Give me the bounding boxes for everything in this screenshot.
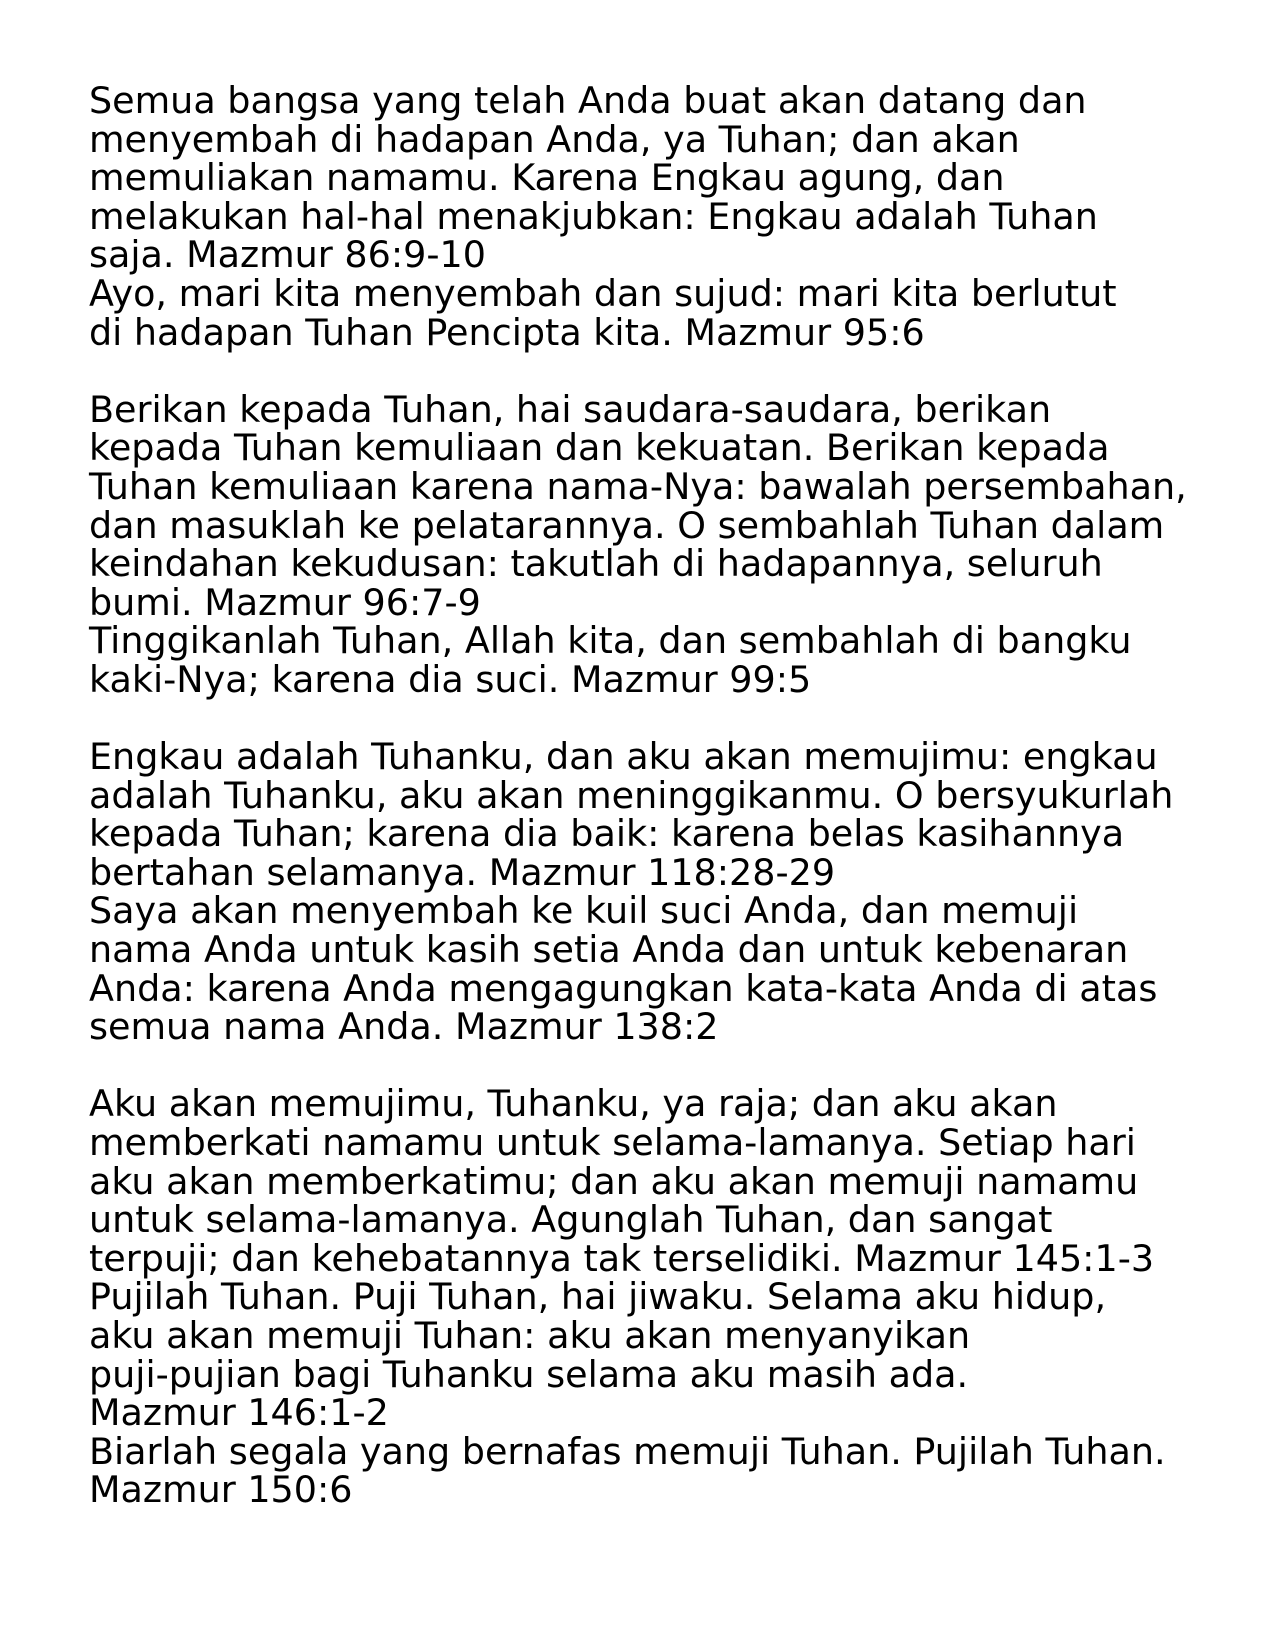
text-line: Ayo, mari kita menyembah dan sujud: mari kita berlutut [89,271,1117,315]
text-line: adalah Tuhanku, aku akan meninggikanmu. O bersyukurlah [89,773,1174,817]
text-line: semua nama Anda. Mazmur 138:2 [89,1005,719,1049]
text-line: Aku akan memujimu, Tuhanku, ya raja; dan aku akan [89,1082,1058,1126]
text-line: Berikan kepada Tuhan, hai saudara-saudara, berikan [89,387,1052,431]
text-line: untuk selama-lamanya. Agunglah Tuhan, dan sangat [89,1198,1053,1242]
text-line: Tinggikanlah Tuhan, Allah kita, dan sembahlah di bangku [89,619,1132,663]
text-line: Biarlah segala yang bernafas memuji Tuhan. Pujilah Tuhan. [89,1429,1166,1473]
text-line: puji-pujian bagi Tuhanku selama aku masih ada. [89,1352,969,1396]
text-line: bumi. Mazmur 96:7-9 [89,580,481,624]
text-line: aku akan memberkatimu; dan aku akan memuji namamu [89,1159,1139,1203]
text-line: kepada Tuhan; karena dia baik: karena belas kasihannya [89,812,1125,856]
text-line: Pujilah Tuhan. Puji Tuhan, hai jiwaku. Selama aku hidup, [89,1275,1107,1319]
blank-line [89,700,1249,739]
text-line: bertahan selamanya. Mazmur 118:28-29 [89,850,836,894]
document-body [89,79,1249,1512]
text-line: kepada Tuhan kemuliaan dan kekuatan. Berikan kepada [89,426,1110,470]
text-line: Engkau adalah Tuhanku, dan aku akan memujimu: engkau [89,735,1158,779]
text-line: terpuji; dan kehebatannya tak terselidiki. Mazmur 145:1-3 [89,1236,1155,1280]
text-line: Tuhan kemuliaan karena nama-Nya: bawalah persembahan, [89,464,1187,508]
text-line: Mazmur 146:1-2 [89,1391,389,1435]
text-line: dan masuklah ke pelatarannya. O sembahlah Tuhan dalam [89,503,1165,547]
text-line: saja. Mazmur 86:9-10 [89,233,486,277]
text-line: melakukan hal-hal menakjubkan: Engkau adalah Tuhan [89,194,1098,238]
text-line: kaki-Nya; karena dia suci. Mazmur 99:5 [89,657,812,701]
text-line: Saya akan menyembah ke kuil suci Anda, dan memuji [89,889,1079,933]
text-line: aku akan memuji Tuhan: aku akan menyanyikan [89,1314,971,1357]
text-line: nama Anda untuk kasih setia Anda dan untuk kebenaran [89,928,1129,972]
blank-line [89,1047,1249,1086]
text-line: Mazmur 150:6 [89,1468,353,1512]
text-line: keindahan kekudusan: takutlah di hadapannya, seluruh [89,542,1103,586]
text-line: di hadapan Tuhan Pencipta kita. Mazmur 95:6 [89,310,925,354]
text-line: Semua bangsa yang telah Anda buat akan datang dan [89,79,1087,122]
text-line: memberkati namamu untuk selama-lamanya. Setiap hari [89,1121,1136,1165]
text-line: Anda: karena Anda mengagungkan kata-kata Anda di atas [89,966,1158,1010]
text-line: memuliakan namamu. Karena Engkau agung, dan [89,156,1005,200]
blank-line [89,352,1249,391]
text-line: menyembah di hadapan Anda, ya Tuhan; dan akan [89,117,1020,161]
